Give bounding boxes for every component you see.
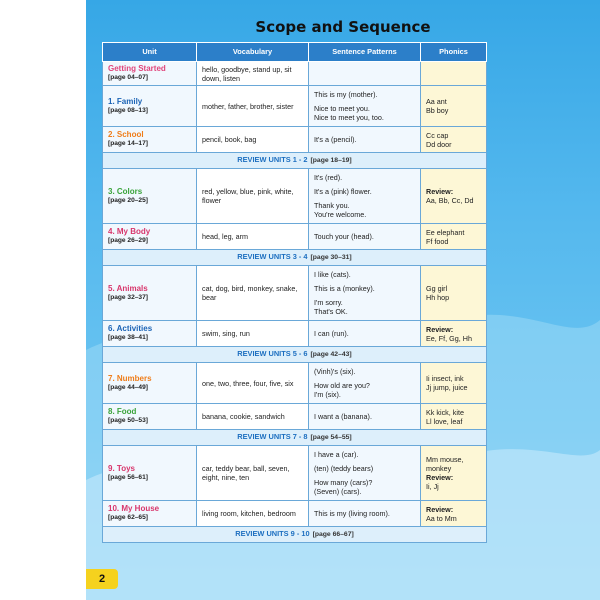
unit-pages: [page 32–37] — [108, 293, 148, 301]
unit-pages: [page 08–13] — [108, 106, 148, 114]
sentence-pattern: I'm sorry. That's OK. — [314, 298, 348, 316]
phonics-review-label: Review: — [426, 187, 454, 196]
phonics-item: Ee elephant — [426, 227, 465, 237]
unit-cell — [103, 501, 197, 527]
sentence-pattern: Nice to meet you. Nice to meet you, too. — [314, 104, 384, 122]
sentence-pattern: I can (run). — [314, 329, 349, 338]
phonics-cell — [421, 224, 487, 250]
sentence-pattern: This is my (mother). — [314, 90, 378, 99]
phonics-cell — [421, 169, 487, 224]
unit-row — [103, 62, 487, 86]
unit-name: 4. My Body — [108, 227, 151, 237]
scope-sequence-table-container — [102, 42, 486, 543]
review-cell — [103, 430, 487, 446]
header-sentence-patterns: Sentence Patterns — [309, 43, 421, 62]
unit-cell — [103, 169, 197, 224]
phonics-item: Aa, Bb, Cc, Dd — [426, 196, 474, 205]
sentence-pattern: How many (cars)? (Seven) (cars). — [314, 478, 373, 496]
phonics-cell — [421, 86, 487, 127]
table-header-row — [103, 43, 487, 62]
unit-pages: [page 62–65] — [108, 514, 148, 522]
sentence-pattern: It's (red). — [314, 173, 343, 182]
vocabulary-cell: swim, sing, run — [197, 321, 309, 347]
sentence-pattern: Touch your (head). — [314, 232, 374, 241]
phonics-item: Ii, Jj — [426, 482, 439, 491]
review-row — [103, 527, 487, 543]
unit-cell — [103, 86, 197, 127]
unit-row — [103, 404, 487, 430]
unit-row — [103, 224, 487, 250]
unit-pages: [page 26–29] — [108, 237, 148, 245]
sentence-pattern: I like (cats). — [314, 270, 351, 279]
phonics-cell — [421, 363, 487, 404]
sentence-patterns-cell — [309, 501, 421, 527]
phonics-item: Ll love, leaf — [426, 416, 463, 426]
phonics-cell — [421, 127, 487, 153]
review-pages: [page 18–19] — [310, 157, 352, 165]
sentence-patterns-cell — [309, 404, 421, 430]
review-label: REVIEW UNITS 9 - 10 — [235, 529, 310, 539]
unit-row — [103, 86, 487, 127]
unit-name: 5. Animals — [108, 283, 148, 293]
unit-pages: [page 56–61] — [108, 473, 148, 481]
unit-pages: [page 44–49] — [108, 383, 148, 391]
unit-pages: [page 04–07] — [108, 74, 148, 82]
vocabulary-cell: one, two, three, four, five, six — [197, 363, 309, 404]
unit-cell — [103, 62, 197, 86]
unit-cell — [103, 363, 197, 404]
vocabulary-cell: cat, dog, bird, monkey, snake, bear — [197, 266, 309, 321]
unit-cell — [103, 224, 197, 250]
unit-name: 6. Activities — [108, 324, 153, 334]
table-body — [103, 62, 487, 543]
phonics-item: Kk kick, kite — [426, 407, 464, 417]
phonics-item: Ee, Ff, Gg, Hh — [426, 333, 472, 343]
review-cell — [103, 347, 487, 363]
sentence-patterns-cell — [309, 224, 421, 250]
unit-name: 10. My House — [108, 504, 160, 514]
phonics-review-label: Review: — [426, 473, 454, 482]
phonics-item: Ii insect, ink — [426, 374, 464, 383]
review-pages: [page 54–55] — [310, 434, 352, 442]
sentence-patterns-cell — [309, 446, 421, 501]
sentence-pattern: It's a (pink) flower. — [314, 187, 372, 196]
unit-row — [103, 501, 487, 527]
review-pages: [page 42–43] — [310, 351, 352, 359]
unit-name: Getting Started — [108, 64, 166, 74]
vocabulary-cell: red, yellow, blue, pink, white, flower — [197, 169, 309, 224]
phonics-item: Aa to Mm — [426, 513, 457, 523]
unit-pages: [page 50–53] — [108, 417, 148, 425]
review-row — [103, 430, 487, 446]
unit-row — [103, 169, 487, 224]
review-pages: [page 66–67] — [312, 531, 354, 539]
sentence-patterns-cell — [309, 169, 421, 224]
phonics-item: Mm mouse, monkey — [426, 455, 464, 473]
phonics-item: Hh hop — [426, 293, 450, 302]
review-row — [103, 153, 487, 169]
unit-row — [103, 446, 487, 501]
unit-row — [103, 266, 487, 321]
review-cell — [103, 153, 487, 169]
sentence-patterns-cell — [309, 62, 421, 86]
sentence-pattern: Thank you. You're welcome. — [314, 201, 367, 219]
vocabulary-cell: head, leg, arm — [197, 224, 309, 250]
phonics-review-label: Review: — [426, 504, 454, 514]
phonics-cell — [421, 501, 487, 527]
sentence-pattern: This is my (living room). — [314, 509, 390, 518]
vocabulary-cell: mother, father, brother, sister — [197, 86, 309, 127]
unit-row — [103, 321, 487, 347]
phonics-item: Dd door — [426, 139, 452, 149]
unit-cell — [103, 446, 197, 501]
review-cell — [103, 527, 487, 543]
vocabulary-cell: hello, goodbye, stand up, sit down, listen — [197, 62, 309, 86]
header-vocabulary: Vocabulary — [197, 43, 309, 62]
unit-cell — [103, 321, 197, 347]
page-title: Scope and Sequence — [255, 18, 431, 36]
phonics-cell — [421, 266, 487, 321]
vocabulary-cell: living room, kitchen, bedroom — [197, 501, 309, 527]
unit-name: 1. Family — [108, 96, 143, 106]
phonics-item: Bb boy — [426, 106, 449, 115]
sentence-pattern: (ten) (teddy bears) — [314, 464, 374, 473]
header-phonics: Phonics — [421, 43, 487, 62]
phonics-cell — [421, 62, 487, 86]
unit-pages: [page 20–25] — [108, 196, 148, 204]
review-row — [103, 347, 487, 363]
phonics-item: Ff food — [426, 236, 449, 246]
sentence-patterns-cell — [309, 321, 421, 347]
unit-name: 2. School — [108, 130, 144, 140]
phonics-review-label: Review: — [426, 324, 454, 334]
unit-pages: [page 38–41] — [108, 334, 148, 342]
unit-name: 7. Numbers — [108, 373, 152, 383]
sentence-pattern: (Vinh)'s (six). — [314, 367, 356, 376]
review-row — [103, 250, 487, 266]
unit-row — [103, 127, 487, 153]
sentence-patterns-cell — [309, 86, 421, 127]
scope-sequence-table — [102, 42, 487, 543]
unit-name: 9. Toys — [108, 463, 135, 473]
header-unit: Unit — [103, 43, 197, 62]
unit-cell — [103, 404, 197, 430]
review-label: REVIEW UNITS 5 - 6 — [237, 349, 308, 359]
sentence-pattern: It's a (pencil). — [314, 135, 357, 144]
vocabulary-cell: pencil, book, bag — [197, 127, 309, 153]
review-label: REVIEW UNITS 7 - 8 — [237, 432, 308, 442]
sentence-patterns-cell — [309, 363, 421, 404]
unit-name: 3. Colors — [108, 186, 143, 196]
unit-row — [103, 363, 487, 404]
review-cell — [103, 250, 487, 266]
sentence-patterns-cell — [309, 266, 421, 321]
review-label: REVIEW UNITS 3 - 4 — [237, 252, 308, 262]
phonics-cell — [421, 446, 487, 501]
page-number: 2 — [86, 569, 118, 589]
unit-cell — [103, 127, 197, 153]
sentence-patterns-cell — [309, 127, 421, 153]
sentence-pattern: I have a (car). — [314, 450, 359, 459]
review-pages: [page 30–31] — [310, 254, 352, 262]
sentence-pattern: This is a (monkey). — [314, 284, 375, 293]
review-label: REVIEW UNITS 1 - 2 — [237, 155, 308, 165]
phonics-item: Cc cap — [426, 130, 449, 140]
unit-name: 8. Food — [108, 407, 137, 417]
sentence-pattern: I want a (banana). — [314, 412, 372, 421]
phonics-item: Jj jump, juice — [426, 383, 468, 392]
sentence-pattern: How old are you? I'm (six). — [314, 381, 370, 399]
unit-cell — [103, 266, 197, 321]
vocabulary-cell: banana, cookie, sandwich — [197, 404, 309, 430]
phonics-item: Gg girl — [426, 284, 448, 293]
unit-pages: [page 14–17] — [108, 140, 148, 148]
phonics-cell — [421, 404, 487, 430]
phonics-cell — [421, 321, 487, 347]
vocabulary-cell: car, teddy bear, ball, seven, eight, nine, ten — [197, 446, 309, 501]
phonics-item: Aa ant — [426, 97, 447, 106]
